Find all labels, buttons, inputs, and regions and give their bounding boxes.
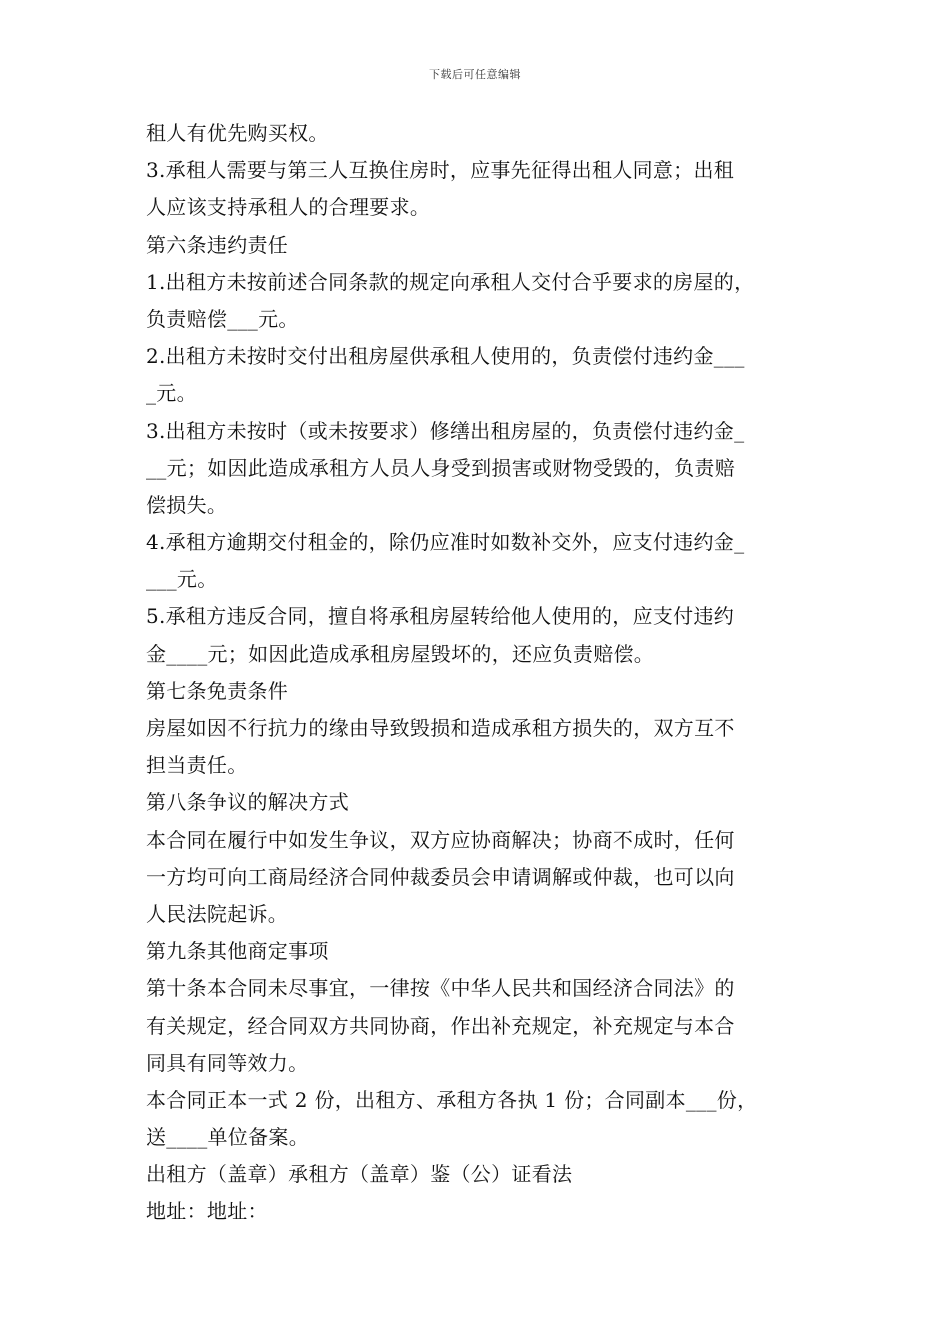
- text-line: 3.承租人需要与第三人互换住房时，应事先征得出租人同意；出租: [146, 158, 735, 183]
- text-line: 人应该支持承租人的合理要求。: [146, 195, 431, 220]
- text-line: 1.出租方未按前述合同条款的规定向承租人交付合乎要求的房屋的，: [146, 269, 755, 294]
- text-line: 金____元；如因此造成承租房屋毁坏的，还应负责赔偿。: [146, 641, 655, 666]
- page-header: 下载后可任意编辑: [429, 68, 521, 81]
- signature-line: 出租方（盖章）承租方（盖章）鉴（公）证看法: [146, 1162, 573, 1187]
- text-line: 房屋如因不行抗力的缘由导致毁损和造成承租方损失的，双方互不: [146, 716, 735, 740]
- text-line: 租人有优先购买权。: [146, 121, 329, 145]
- text-line: 本合同正本一式 2 份，出租方、承租方各执 1 份；合同副本___份，: [146, 1087, 758, 1112]
- text-line: 担当责任。: [146, 753, 248, 778]
- text-line: 同具有同等效力。: [146, 1050, 309, 1075]
- text-line: 本合同在履行中如发生争议，双方应协商解决；协商不成时，任何: [146, 827, 735, 852]
- text-line: 人民法院起诉。: [146, 901, 289, 926]
- text-line: 第十条本合同未尽事宜，一律按《中华人民共和国经济合同法》的: [146, 976, 735, 1001]
- section-heading: 第七条免责条件: [146, 678, 289, 703]
- address-line: 地址：地址：: [146, 1199, 268, 1224]
- text-line: _元。: [146, 381, 197, 406]
- section-heading: 第八条争议的解决方式: [146, 790, 349, 815]
- section-heading: 第九条其他商定事项: [146, 939, 329, 964]
- text-line: __元；如因此造成承租方人员人身受到损害或财物受毁的，负责赔: [146, 455, 735, 480]
- text-line: 有关规定，经合同双方共同协商，作出补充规定，补充规定与本合: [146, 1013, 735, 1038]
- text-line: 2.出租方未按时交付出租房屋供承租人使用的，负责偿付违约金___: [146, 344, 745, 369]
- section-heading: 第六条违约责任: [146, 232, 289, 257]
- text-line: 3.出租方未按时（或未按要求）修缮出租房屋的，负责偿付违约金_: [146, 418, 745, 443]
- text-line: 负责赔偿___元。: [146, 306, 299, 331]
- text-line: 偿损失。: [146, 492, 228, 517]
- text-line: 送____单位备案。: [146, 1125, 309, 1150]
- document-body: [146, 115, 814, 1231]
- text-line: 5.承租方违反合同，擅自将承租房屋转给他人使用的，应支付违约: [146, 604, 735, 629]
- text-line: ___元。: [146, 567, 218, 592]
- text-line: 一方均可向工商局经济合同仲裁委员会申请调解或仲裁，也可以向: [146, 864, 735, 889]
- text-line: 4.承租方逾期交付租金的，除仍应准时如数补交外，应支付违约金_: [146, 530, 745, 555]
